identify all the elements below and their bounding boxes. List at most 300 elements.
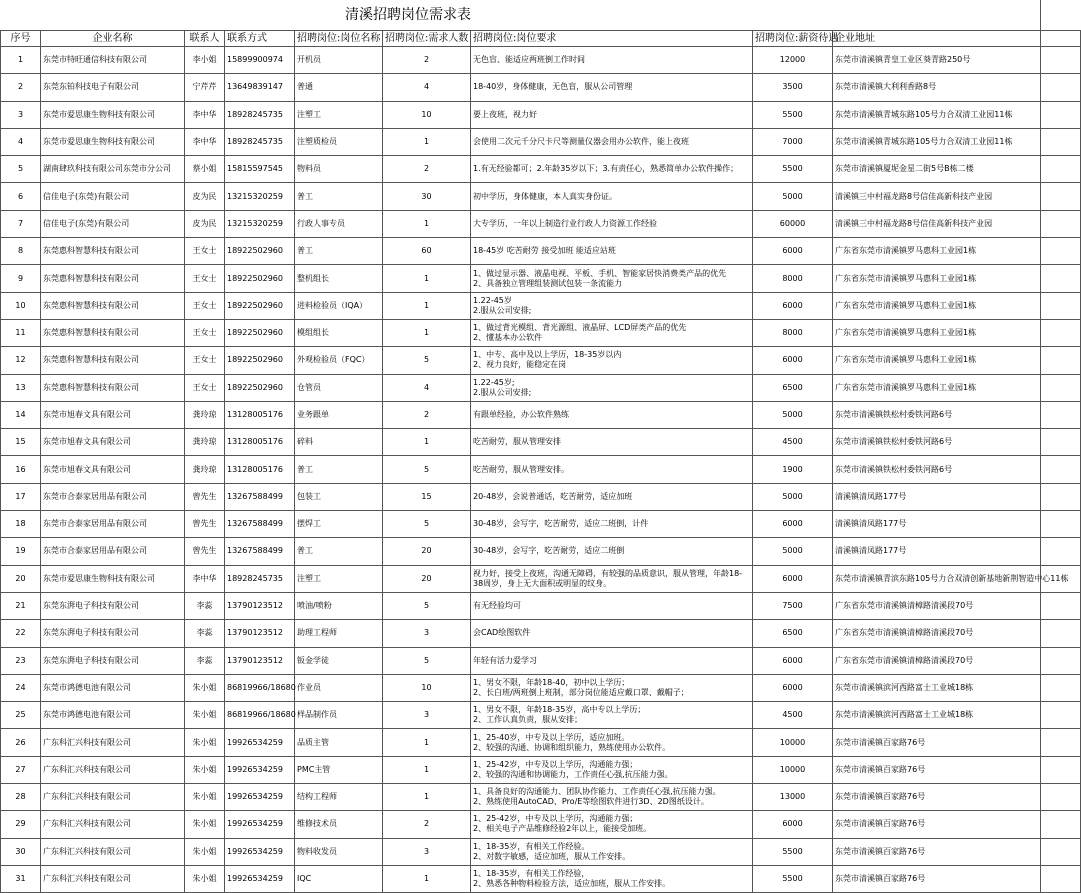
phone-cell[interactable]: [225, 565, 295, 592]
company-cell[interactable]: [41, 456, 185, 483]
phone-cell[interactable]: [225, 756, 295, 783]
contact-cell[interactable]: [185, 729, 225, 756]
requirement-cell[interactable]: [471, 101, 753, 128]
empty-cell[interactable]: [1041, 401, 1081, 428]
row-number-cell[interactable]: [1, 483, 41, 510]
row-number-cell[interactable]: [1, 647, 41, 674]
address-cell[interactable]: [833, 729, 1041, 756]
phone-cell[interactable]: [225, 647, 295, 674]
salary-cell[interactable]: [753, 292, 833, 319]
phone-cell[interactable]: [225, 592, 295, 619]
salary-cell[interactable]: [753, 620, 833, 647]
company-cell[interactable]: [41, 511, 185, 538]
phone-cell[interactable]: [225, 265, 295, 292]
phone-cell[interactable]: [225, 374, 295, 401]
position-cell[interactable]: [295, 74, 383, 101]
salary-cell[interactable]: [753, 128, 833, 155]
address-cell[interactable]: [833, 347, 1041, 374]
empty-cell[interactable]: [1041, 674, 1081, 701]
requirement-cell[interactable]: [471, 156, 753, 183]
position-cell[interactable]: [295, 347, 383, 374]
position-cell[interactable]: [295, 238, 383, 265]
salary-cell[interactable]: [753, 784, 833, 811]
requirement-cell[interactable]: [471, 565, 753, 592]
address-cell[interactable]: [833, 265, 1041, 292]
row-number-cell[interactable]: [1, 156, 41, 183]
address-cell[interactable]: [833, 47, 1041, 74]
address-cell[interactable]: [833, 401, 1041, 428]
requirement-cell[interactable]: [471, 347, 753, 374]
empty-cell[interactable]: [1041, 292, 1081, 319]
empty-cell[interactable]: [1041, 538, 1081, 565]
position-cell[interactable]: [295, 511, 383, 538]
empty-cell[interactable]: [1041, 347, 1081, 374]
company-cell[interactable]: [41, 592, 185, 619]
requirement-cell[interactable]: [471, 647, 753, 674]
salary-cell[interactable]: [753, 538, 833, 565]
count-cell[interactable]: [383, 838, 471, 865]
position-cell[interactable]: [295, 729, 383, 756]
address-cell[interactable]: [833, 838, 1041, 865]
phone-cell[interactable]: [225, 238, 295, 265]
count-cell[interactable]: [383, 374, 471, 401]
phone-cell[interactable]: [225, 401, 295, 428]
contact-cell[interactable]: [185, 238, 225, 265]
company-cell[interactable]: [41, 156, 185, 183]
address-cell[interactable]: [833, 74, 1041, 101]
row-number-cell[interactable]: [1, 784, 41, 811]
salary-cell[interactable]: [753, 811, 833, 838]
salary-cell[interactable]: [753, 101, 833, 128]
company-cell[interactable]: [41, 674, 185, 701]
phone-cell[interactable]: [225, 292, 295, 319]
phone-cell[interactable]: [225, 319, 295, 346]
phone-cell[interactable]: [225, 811, 295, 838]
requirement-cell[interactable]: [471, 811, 753, 838]
salary-cell[interactable]: [753, 702, 833, 729]
position-cell[interactable]: [295, 592, 383, 619]
salary-cell[interactable]: [753, 483, 833, 510]
header-cell[interactable]: 序号: [1, 31, 41, 47]
contact-cell[interactable]: [185, 592, 225, 619]
address-cell[interactable]: [833, 456, 1041, 483]
phone-cell[interactable]: [225, 101, 295, 128]
row-number-cell[interactable]: [1, 101, 41, 128]
count-cell[interactable]: [383, 429, 471, 456]
salary-cell[interactable]: [753, 156, 833, 183]
company-cell[interactable]: [41, 47, 185, 74]
company-cell[interactable]: [41, 565, 185, 592]
row-number-cell[interactable]: [1, 865, 41, 892]
salary-cell[interactable]: [753, 401, 833, 428]
row-number-cell[interactable]: [1, 210, 41, 237]
address-cell[interactable]: [833, 647, 1041, 674]
phone-cell[interactable]: [225, 784, 295, 811]
contact-cell[interactable]: [185, 456, 225, 483]
count-cell[interactable]: [383, 319, 471, 346]
company-cell[interactable]: [41, 238, 185, 265]
company-cell[interactable]: [41, 210, 185, 237]
requirement-cell[interactable]: [471, 238, 753, 265]
row-number-cell[interactable]: [1, 238, 41, 265]
address-cell[interactable]: [833, 565, 1069, 592]
requirement-cell[interactable]: [471, 838, 753, 865]
empty-cell[interactable]: [1041, 620, 1081, 647]
position-cell[interactable]: [295, 647, 383, 674]
contact-cell[interactable]: [185, 565, 225, 592]
header-cell[interactable]: 企业地址: [833, 31, 1041, 47]
salary-cell[interactable]: [753, 511, 833, 538]
empty-cell[interactable]: [1041, 702, 1081, 729]
position-cell[interactable]: [295, 674, 383, 701]
company-cell[interactable]: [41, 702, 185, 729]
contact-cell[interactable]: [185, 811, 225, 838]
phone-cell[interactable]: [225, 538, 295, 565]
row-number-cell[interactable]: [1, 620, 41, 647]
row-number-cell[interactable]: [1, 47, 41, 74]
contact-cell[interactable]: [185, 756, 225, 783]
salary-cell[interactable]: [753, 183, 833, 210]
count-cell[interactable]: [383, 128, 471, 155]
company-cell[interactable]: [41, 128, 185, 155]
address-cell[interactable]: [833, 592, 1041, 619]
count-cell[interactable]: [383, 401, 471, 428]
row-number-cell[interactable]: [1, 565, 41, 592]
row-number-cell[interactable]: [1, 292, 41, 319]
requirement-cell[interactable]: [471, 74, 753, 101]
position-cell[interactable]: [295, 401, 383, 428]
requirement-cell[interactable]: [471, 429, 753, 456]
empty-cell[interactable]: [1041, 101, 1081, 128]
contact-cell[interactable]: [185, 374, 225, 401]
position-cell[interactable]: [295, 838, 383, 865]
row-number-cell[interactable]: [1, 456, 41, 483]
phone-cell[interactable]: [225, 183, 295, 210]
header-cell[interactable]: 招聘岗位:岗位要求: [471, 31, 753, 47]
position-cell[interactable]: [295, 702, 383, 729]
count-cell[interactable]: [383, 729, 471, 756]
contact-cell[interactable]: [185, 128, 225, 155]
requirement-cell[interactable]: [471, 784, 753, 811]
requirement-cell[interactable]: [471, 456, 753, 483]
row-number-cell[interactable]: [1, 319, 41, 346]
company-cell[interactable]: [41, 483, 185, 510]
company-cell[interactable]: [41, 347, 185, 374]
row-number-cell[interactable]: [1, 674, 41, 701]
contact-cell[interactable]: [185, 347, 225, 374]
empty-cell[interactable]: [1041, 128, 1081, 155]
count-cell[interactable]: [383, 784, 471, 811]
phone-cell[interactable]: [225, 674, 295, 701]
requirement-cell[interactable]: [471, 183, 753, 210]
contact-cell[interactable]: [185, 647, 225, 674]
requirement-cell[interactable]: [471, 865, 753, 892]
position-cell[interactable]: [295, 538, 383, 565]
address-cell[interactable]: [833, 238, 1041, 265]
count-cell[interactable]: [383, 647, 471, 674]
address-cell[interactable]: [833, 511, 1041, 538]
row-number-cell[interactable]: [1, 756, 41, 783]
count-cell[interactable]: [383, 756, 471, 783]
contact-cell[interactable]: [185, 292, 225, 319]
salary-cell[interactable]: [753, 865, 833, 892]
salary-cell[interactable]: [753, 592, 833, 619]
salary-cell[interactable]: [753, 47, 833, 74]
count-cell[interactable]: [383, 538, 471, 565]
position-cell[interactable]: [295, 865, 383, 892]
empty-cell[interactable]: [1041, 156, 1081, 183]
phone-cell[interactable]: [225, 865, 295, 892]
company-cell[interactable]: [41, 729, 185, 756]
position-cell[interactable]: [295, 265, 383, 292]
header-cell[interactable]: 招聘岗位:需求人数: [383, 31, 471, 47]
company-cell[interactable]: [41, 265, 185, 292]
phone-cell[interactable]: [225, 838, 295, 865]
requirement-cell[interactable]: [471, 538, 753, 565]
company-cell[interactable]: [41, 74, 185, 101]
phone-cell[interactable]: [225, 729, 295, 756]
count-cell[interactable]: [383, 74, 471, 101]
company-cell[interactable]: [41, 647, 185, 674]
row-number-cell[interactable]: [1, 183, 41, 210]
address-cell[interactable]: [833, 128, 1041, 155]
address-cell[interactable]: [833, 374, 1041, 401]
count-cell[interactable]: [383, 456, 471, 483]
position-cell[interactable]: [295, 128, 383, 155]
count-cell[interactable]: [383, 265, 471, 292]
salary-cell[interactable]: [753, 429, 833, 456]
empty-cell[interactable]: [1041, 238, 1081, 265]
empty-cell[interactable]: [1041, 729, 1081, 756]
requirement-cell[interactable]: [471, 729, 753, 756]
contact-cell[interactable]: [185, 538, 225, 565]
requirement-cell[interactable]: [471, 265, 753, 292]
requirement-cell[interactable]: [471, 702, 753, 729]
phone-cell[interactable]: [225, 702, 295, 729]
contact-cell[interactable]: [185, 429, 225, 456]
address-cell[interactable]: [833, 538, 1041, 565]
contact-cell[interactable]: [185, 210, 225, 237]
contact-cell[interactable]: [185, 101, 225, 128]
count-cell[interactable]: [383, 183, 471, 210]
sheet-title[interactable]: 清溪招聘岗位需求表: [345, 7, 471, 23]
company-cell[interactable]: [41, 429, 185, 456]
requirement-cell[interactable]: [471, 401, 753, 428]
empty-cell[interactable]: [1041, 756, 1081, 783]
empty-cell[interactable]: [1041, 511, 1081, 538]
company-cell[interactable]: [41, 101, 185, 128]
position-cell[interactable]: [295, 429, 383, 456]
count-cell[interactable]: [383, 592, 471, 619]
row-number-cell[interactable]: [1, 374, 41, 401]
row-number-cell[interactable]: [1, 592, 41, 619]
phone-cell[interactable]: [225, 74, 295, 101]
position-cell[interactable]: [295, 210, 383, 237]
count-cell[interactable]: [383, 210, 471, 237]
salary-cell[interactable]: [753, 319, 833, 346]
position-cell[interactable]: [295, 784, 383, 811]
count-cell[interactable]: [383, 101, 471, 128]
position-cell[interactable]: [295, 292, 383, 319]
position-cell[interactable]: [295, 620, 383, 647]
company-cell[interactable]: [41, 538, 185, 565]
empty-cell[interactable]: [1041, 647, 1081, 674]
salary-cell[interactable]: [753, 756, 833, 783]
requirement-cell[interactable]: [471, 292, 753, 319]
company-cell[interactable]: [41, 784, 185, 811]
empty-cell[interactable]: [1041, 838, 1081, 865]
salary-cell[interactable]: [753, 210, 833, 237]
position-cell[interactable]: [295, 47, 383, 74]
company-cell[interactable]: [41, 756, 185, 783]
count-cell[interactable]: [383, 865, 471, 892]
contact-cell[interactable]: [185, 156, 225, 183]
phone-cell[interactable]: [225, 456, 295, 483]
phone-cell[interactable]: [225, 483, 295, 510]
empty-cell[interactable]: [1041, 210, 1081, 237]
empty-cell[interactable]: [1041, 429, 1081, 456]
address-cell[interactable]: [833, 292, 1041, 319]
row-number-cell[interactable]: [1, 128, 41, 155]
company-cell[interactable]: [41, 374, 185, 401]
phone-cell[interactable]: [225, 347, 295, 374]
address-cell[interactable]: [833, 183, 1041, 210]
contact-cell[interactable]: [185, 620, 225, 647]
requirement-cell[interactable]: [471, 620, 753, 647]
requirement-cell[interactable]: [471, 210, 753, 237]
empty-cell[interactable]: [1041, 784, 1081, 811]
address-cell[interactable]: [833, 210, 1041, 237]
empty-cell[interactable]: [1041, 811, 1081, 838]
company-cell[interactable]: [41, 183, 185, 210]
row-number-cell[interactable]: [1, 729, 41, 756]
header-cell[interactable]: 联系人: [185, 31, 225, 47]
address-cell[interactable]: [833, 784, 1041, 811]
company-cell[interactable]: [41, 319, 185, 346]
count-cell[interactable]: [383, 620, 471, 647]
position-cell[interactable]: [295, 456, 383, 483]
contact-cell[interactable]: [185, 784, 225, 811]
requirement-cell[interactable]: [471, 319, 753, 346]
count-cell[interactable]: [383, 702, 471, 729]
header-cell[interactable]: 招聘岗位:薪资待遇: [753, 31, 833, 47]
position-cell[interactable]: [295, 183, 383, 210]
address-cell[interactable]: [833, 620, 1041, 647]
row-number-cell[interactable]: [1, 401, 41, 428]
salary-cell[interactable]: [753, 74, 833, 101]
row-number-cell[interactable]: [1, 702, 41, 729]
phone-cell[interactable]: [225, 620, 295, 647]
phone-cell[interactable]: [225, 429, 295, 456]
salary-cell[interactable]: [753, 456, 833, 483]
count-cell[interactable]: [383, 347, 471, 374]
address-cell[interactable]: [833, 756, 1041, 783]
count-cell[interactable]: [383, 511, 471, 538]
empty-cell[interactable]: [1041, 265, 1081, 292]
phone-cell[interactable]: [225, 128, 295, 155]
contact-cell[interactable]: [185, 511, 225, 538]
empty-cell[interactable]: [1041, 374, 1081, 401]
requirement-cell[interactable]: [471, 674, 753, 701]
phone-cell[interactable]: [225, 210, 295, 237]
position-cell[interactable]: [295, 565, 383, 592]
count-cell[interactable]: [383, 483, 471, 510]
address-cell[interactable]: [833, 702, 1041, 729]
count-cell[interactable]: [383, 292, 471, 319]
requirement-cell[interactable]: [471, 374, 753, 401]
empty-cell[interactable]: [1041, 183, 1081, 210]
phone-cell[interactable]: [225, 47, 295, 74]
company-cell[interactable]: [41, 292, 185, 319]
contact-cell[interactable]: [185, 865, 225, 892]
count-cell[interactable]: [383, 565, 471, 592]
requirement-cell[interactable]: [471, 756, 753, 783]
contact-cell[interactable]: [185, 674, 225, 701]
salary-cell[interactable]: [753, 674, 833, 701]
empty-cell[interactable]: [1041, 865, 1081, 892]
contact-cell[interactable]: [185, 183, 225, 210]
header-cell[interactable]: 联系方式: [225, 31, 295, 47]
position-cell[interactable]: [295, 374, 383, 401]
requirement-cell[interactable]: [471, 592, 753, 619]
empty-cell[interactable]: [1041, 319, 1081, 346]
requirement-cell[interactable]: [471, 483, 753, 510]
salary-cell[interactable]: [753, 647, 833, 674]
salary-cell[interactable]: [753, 238, 833, 265]
count-cell[interactable]: [383, 674, 471, 701]
empty-cell[interactable]: [1041, 456, 1081, 483]
row-number-cell[interactable]: [1, 811, 41, 838]
address-cell[interactable]: [833, 811, 1041, 838]
count-cell[interactable]: [383, 811, 471, 838]
row-number-cell[interactable]: [1, 265, 41, 292]
company-cell[interactable]: [41, 865, 185, 892]
count-cell[interactable]: [383, 156, 471, 183]
salary-cell[interactable]: [753, 729, 833, 756]
company-cell[interactable]: [41, 811, 185, 838]
position-cell[interactable]: [295, 756, 383, 783]
position-cell[interactable]: [295, 156, 383, 183]
count-cell[interactable]: [383, 238, 471, 265]
header-cell-empty[interactable]: [1041, 31, 1081, 47]
header-cell[interactable]: 招聘岗位:岗位名称: [295, 31, 383, 47]
row-number-cell[interactable]: [1, 74, 41, 101]
contact-cell[interactable]: [185, 47, 225, 74]
requirement-cell[interactable]: [471, 511, 753, 538]
contact-cell[interactable]: [185, 74, 225, 101]
empty-cell[interactable]: [1041, 47, 1081, 74]
requirement-cell[interactable]: [471, 47, 753, 74]
row-number-cell[interactable]: [1, 538, 41, 565]
phone-cell[interactable]: [225, 511, 295, 538]
empty-cell[interactable]: [1041, 74, 1081, 101]
company-cell[interactable]: [41, 401, 185, 428]
contact-cell[interactable]: [185, 401, 225, 428]
company-cell[interactable]: [41, 620, 185, 647]
row-number-cell[interactable]: [1, 838, 41, 865]
address-cell[interactable]: [833, 674, 1041, 701]
row-number-cell[interactable]: [1, 429, 41, 456]
address-cell[interactable]: [833, 483, 1041, 510]
contact-cell[interactable]: [185, 483, 225, 510]
empty-cell[interactable]: [1041, 592, 1081, 619]
salary-cell[interactable]: [753, 565, 833, 592]
empty-cell[interactable]: [1041, 483, 1081, 510]
contact-cell[interactable]: [185, 319, 225, 346]
position-cell[interactable]: [295, 811, 383, 838]
salary-cell[interactable]: [753, 347, 833, 374]
address-cell[interactable]: [833, 156, 1041, 183]
